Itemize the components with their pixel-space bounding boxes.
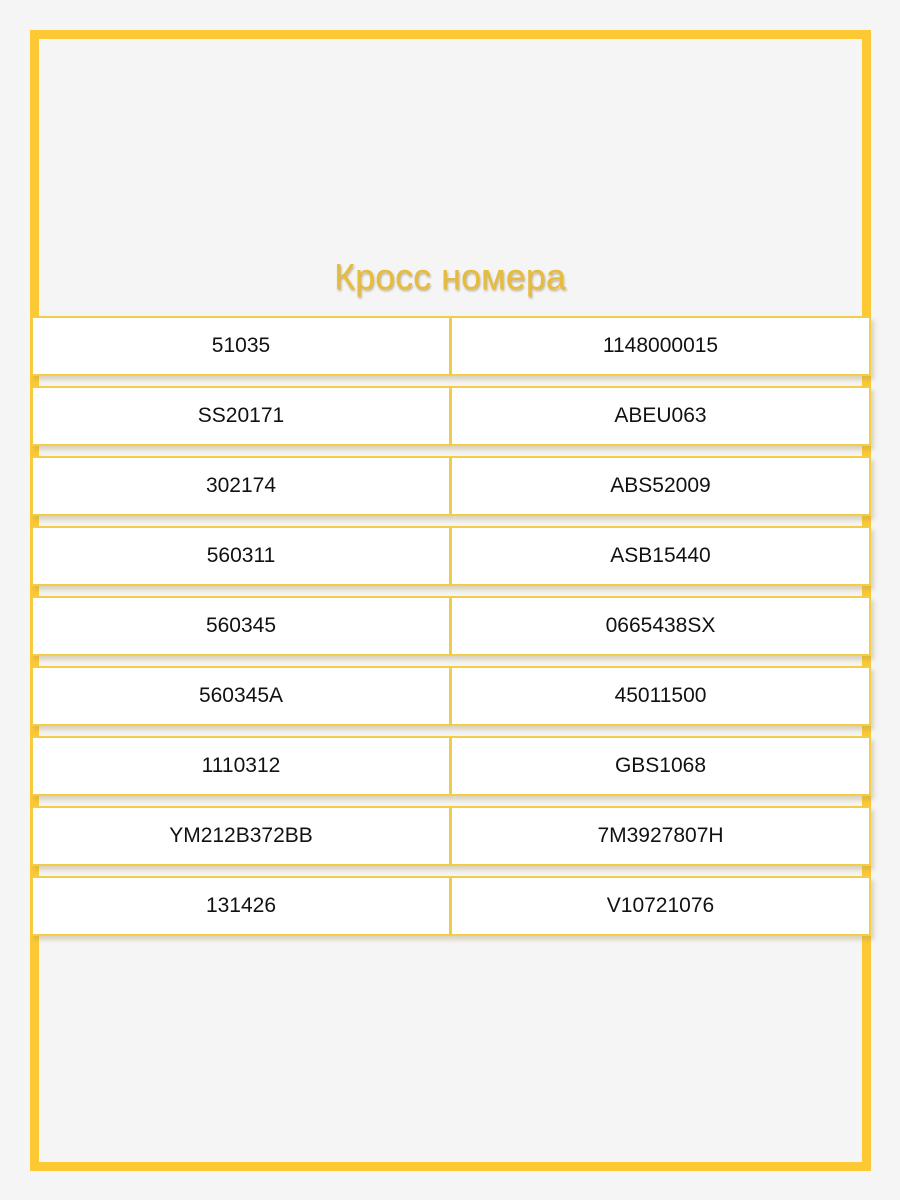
table-cell: 302174 xyxy=(31,456,451,516)
cross-numbers-table xyxy=(31,316,871,946)
table-cell: ASB15440 xyxy=(451,526,871,586)
table-cell: SS20171 xyxy=(31,386,451,446)
table-row xyxy=(31,666,871,726)
table-row xyxy=(31,456,871,516)
table-cell: 131426 xyxy=(31,876,451,936)
table-row xyxy=(31,386,871,446)
table-cell: 0665438SX xyxy=(451,596,871,656)
page-title: Кросс номера xyxy=(334,256,566,297)
table-cell: YM212B372BB xyxy=(31,806,451,866)
table-cell: 1148000015 xyxy=(451,316,871,376)
table-cell: 7M3927807H xyxy=(451,806,871,866)
table-cell: ABS52009 xyxy=(451,456,871,516)
table-cell: V10721076 xyxy=(451,876,871,936)
table-cell: 45011500 xyxy=(451,666,871,726)
table-row xyxy=(31,806,871,866)
table-cell: GBS1068 xyxy=(451,736,871,796)
table-row xyxy=(31,736,871,796)
table-cell: 560311 xyxy=(31,526,451,586)
table-row xyxy=(31,526,871,586)
table-row xyxy=(31,876,871,936)
table-cell: 560345 xyxy=(31,596,451,656)
table-cell: ABEU063 xyxy=(451,386,871,446)
table-cell: 1110312 xyxy=(31,736,451,796)
table-row xyxy=(31,596,871,656)
table-cell: 560345A xyxy=(31,666,451,726)
table-cell: 51035 xyxy=(31,316,451,376)
table-row xyxy=(31,316,871,376)
